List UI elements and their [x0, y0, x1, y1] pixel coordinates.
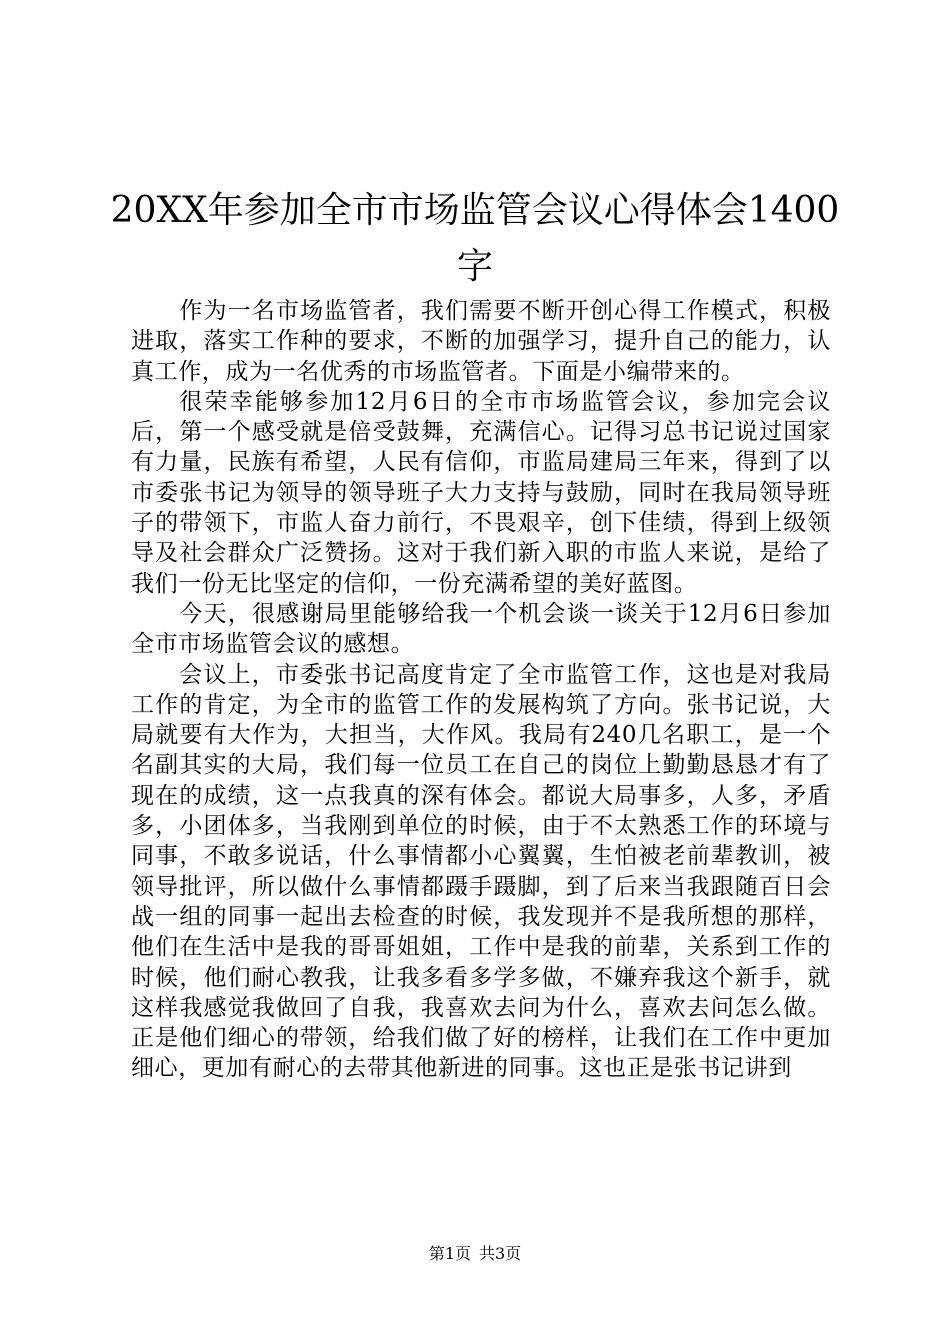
paragraph: 今天，很感谢局里能够给我一个机会谈一谈关于12月6日参加全市市场监管会议的感想。 — [131, 600, 831, 658]
page-footer — [0, 1244, 950, 1264]
paragraph: 会议上，市委张书记高度肯定了全市监管工作，这也是对我局工作的肯定，为全市的监管工作的发展构筑了方向。张书记说，大局就要有大作为，大担当，大作风。我局有240几名职工，是一个名副其实的大局，我们每一位员工在自己的岗位上勤勤恳恳才有了现在的成绩，这一点我真的深有体会。都说大局事多，人多，矛盾多，小团体多，当我刚到单位的时候，由于不太熟悉工作的环境与同事，不敢多说话，什么事情都小心翼翼，生怕被老前辈教训，被领导批评，所以做什么事情都蹑手蹑脚，到了后来当我跟随百日会战一组的同事一起出去检查的时候，我发现并不是我所想的那样，他们在生活中是我的哥哥姐姐，工作中是我的前辈，关系到工作的时候，他们耐心教我，让我多看多学多做，不嫌弃我这个新手，就这样我感觉我做回了自我，我喜欢去问为什么，喜欢去问怎么做。正是他们细心的带领，给我们做了好的榜样，让我们在工作中更加细心，更加有耐心的去带其他新进的同事。这也正是张书记讲到 — [131, 661, 831, 1082]
page-number: 第1页 — [428, 1244, 471, 1263]
document-body — [131, 296, 831, 1084]
page-total: 共3页 — [479, 1244, 522, 1263]
paragraph: 作为一名市场监管者，我们需要不断开创心得工作模式，积极进取，落实工作种的要求，不断的加强学习，提升自己的能力，认真工作，成为一名优秀的市场监管者。下面是小编带来的。 — [131, 298, 831, 385]
document-title: 20XX年参加全市市场监管会议心得体会1400字 — [110, 190, 840, 287]
paragraph: 很荣幸能够参加12月6日的全市市场监管会议，参加完会议后，第一个感受就是倍受鼓舞，充满信心。记得习总书记说过国家有力量，民族有希望，人民有信仰，市监局建局三年来，得到了以市委张书记为领导的领导班子大力支持与鼓励，同时在我局领导班子的带领下，市监人奋力前行，不畏艰辛，创下佳绩，得到上级领导及社会群众广泛赞扬。这对于我们新入职的市监人来说，是给了我们一份无比坚定的信仰，一份充满希望的美好蓝图。 — [131, 388, 831, 597]
